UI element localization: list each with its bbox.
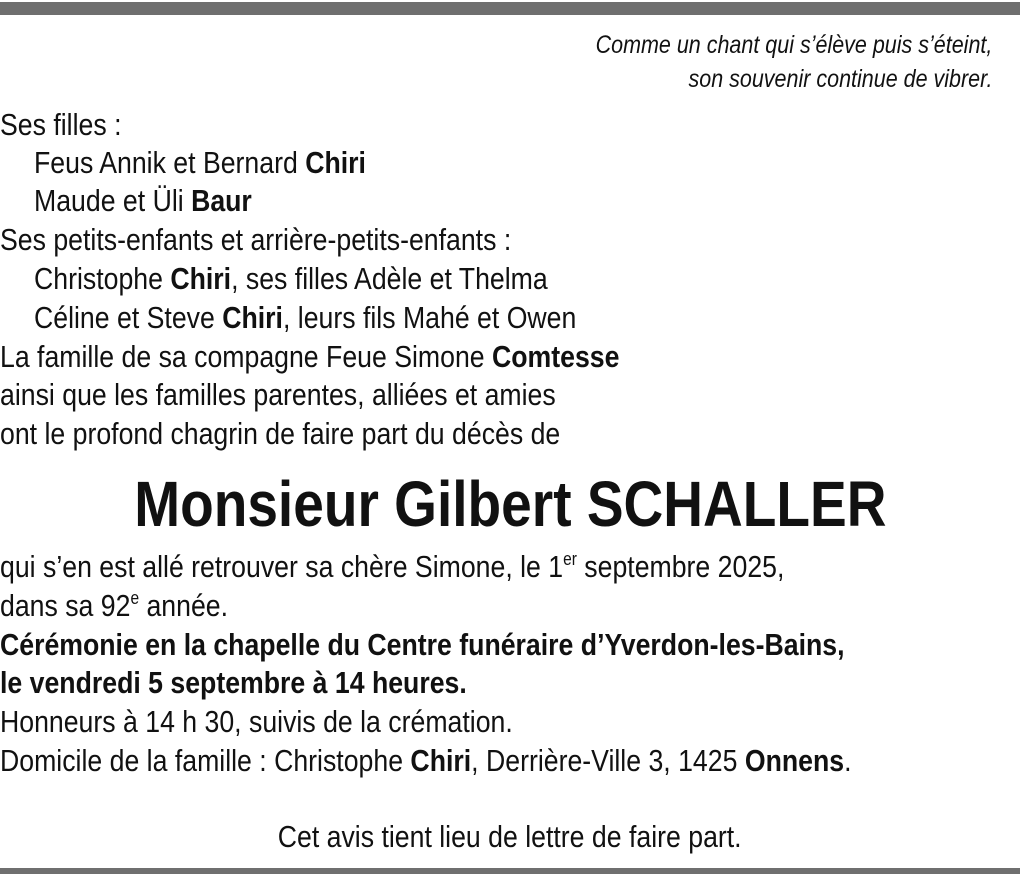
age-ordinal-suffix: e bbox=[130, 588, 140, 608]
companion-surname: Comtesse bbox=[492, 339, 620, 374]
domicile-surname: Chiri bbox=[410, 743, 472, 778]
deceased-name bbox=[0, 468, 1020, 540]
death-suffix: septembre 2025, bbox=[576, 549, 785, 584]
grandchildren-heading: Ses petits-enfants et arrière-petits-enfants : bbox=[0, 222, 512, 257]
daughter-2-surname: Baur bbox=[191, 183, 252, 218]
domicile-town: Onnens bbox=[744, 743, 845, 778]
grandchild-1-name: Christophe bbox=[34, 261, 171, 296]
companion-family bbox=[0, 338, 619, 376]
companion-prefix: La famille de sa compagne Feue Simone bbox=[0, 339, 493, 374]
top-divider bbox=[0, 2, 1020, 15]
daughters-heading: Ses filles : bbox=[0, 107, 122, 142]
daughter-2-names: Maude et Üli bbox=[34, 183, 192, 218]
grandchild-2-name: Céline et Steve bbox=[34, 300, 223, 335]
grandchild-2-rest: , leurs fils Mahé et Owen bbox=[282, 300, 577, 335]
age-line bbox=[0, 587, 228, 625]
grandchild-2-surname: Chiri bbox=[222, 300, 283, 335]
daughter-1-surname: Chiri bbox=[305, 145, 366, 180]
grandchild-1-rest: , ses filles Adèle et Thelma bbox=[231, 261, 548, 296]
daughter-2 bbox=[34, 182, 252, 220]
death-date-line bbox=[0, 548, 784, 586]
death-prefix: qui s’en est allé retrouver sa chère Simone, le 1 bbox=[0, 549, 564, 584]
bottom-divider bbox=[0, 868, 1020, 874]
relatives-line: ainsi que les familles parentes, alliées et amies bbox=[0, 377, 556, 412]
domicile-end: . bbox=[844, 743, 852, 778]
deceased-name-text: Monsieur Gilbert SCHALLER bbox=[133, 468, 887, 540]
honours-line: Honneurs à 14 h 30, suivis de la crémation. bbox=[0, 704, 513, 739]
domicile-line bbox=[0, 742, 851, 780]
domicile-prefix: Domicile de la famille : Christophe bbox=[0, 743, 411, 778]
epigraph-line-2: son souvenir continue de vibrer. bbox=[688, 65, 992, 93]
daughter-1 bbox=[34, 144, 366, 182]
age-prefix: dans sa 92 bbox=[0, 588, 131, 623]
daughter-1-names: Feus Annik et Bernard bbox=[34, 145, 306, 180]
death-day-suffix: er bbox=[563, 549, 577, 569]
ceremony-line-2: le vendredi 5 septembre à 14 heures. bbox=[0, 665, 467, 700]
grandchild-1-surname: Chiri bbox=[170, 261, 232, 296]
announcement-line: ont le profond chagrin de faire part du décès de bbox=[0, 416, 561, 451]
age-suffix: année. bbox=[139, 588, 229, 623]
grandchild-1 bbox=[34, 260, 548, 298]
domicile-address: , Derrière-Ville 3, 1425 bbox=[471, 743, 745, 778]
footer-notice bbox=[0, 818, 1020, 856]
epigraph-line-1: Comme un chant qui s’élève puis s’éteint, bbox=[595, 31, 992, 59]
footer-notice-text: Cet avis tient lieu de lettre de faire part. bbox=[278, 819, 742, 854]
grandchild-2 bbox=[34, 299, 576, 337]
ceremony-line-1: Cérémonie en la chapelle du Centre funéraire d’Yverdon-les-Bains, bbox=[0, 627, 845, 662]
